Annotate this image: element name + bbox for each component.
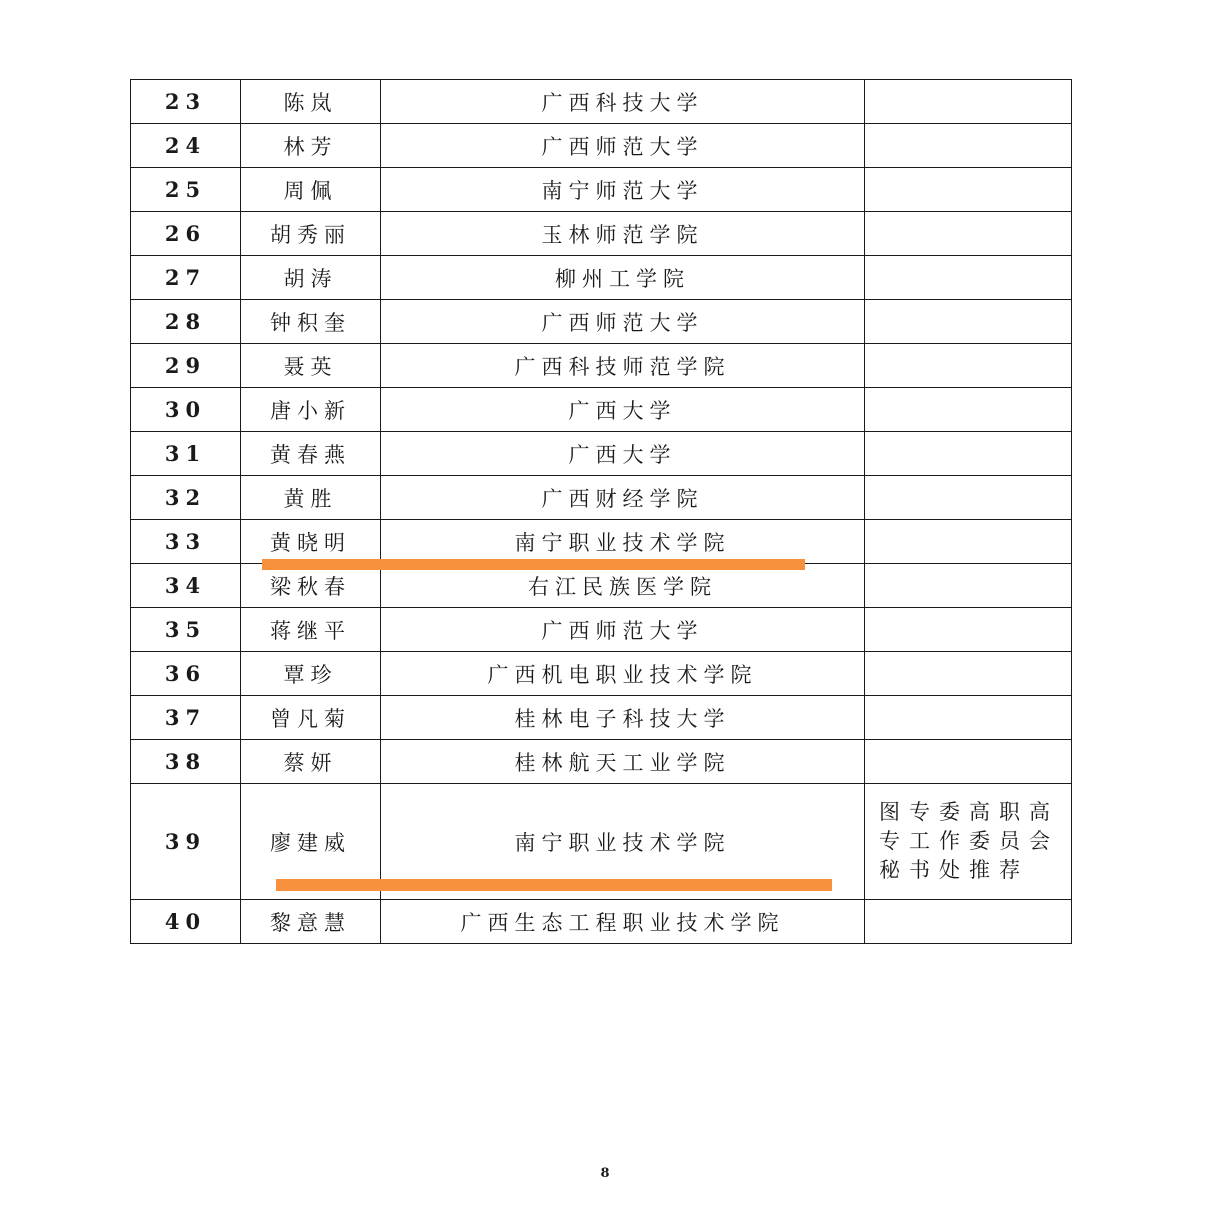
- table-row: [131, 432, 1072, 476]
- row-number: 26: [131, 212, 241, 256]
- table-row: [131, 212, 1072, 256]
- person-name: 唐小新: [241, 388, 381, 432]
- table-row: [131, 900, 1072, 944]
- person-name: 周佩: [241, 168, 381, 212]
- table-row: [131, 520, 1072, 564]
- remark-cell: [865, 168, 1072, 212]
- row-number: 23: [131, 80, 241, 124]
- person-name: 黄春燕: [241, 432, 381, 476]
- remark-cell: [865, 520, 1072, 564]
- remark-cell: [865, 80, 1072, 124]
- remark-cell: [865, 900, 1072, 944]
- table-row: [131, 564, 1072, 608]
- institution-name: 广西大学: [381, 388, 865, 432]
- remark-cell: [865, 564, 1072, 608]
- table-row: [131, 476, 1072, 520]
- table-row: [131, 256, 1072, 300]
- institution-name: 广西师范大学: [381, 608, 865, 652]
- institution-name: 南宁职业技术学院: [381, 784, 865, 900]
- institution-name: 南宁职业技术学院: [381, 520, 865, 564]
- remark-cell: [865, 124, 1072, 168]
- institution-name: 广西大学: [381, 432, 865, 476]
- remark-cell: [865, 432, 1072, 476]
- table-row: [131, 124, 1072, 168]
- row-number: 29: [131, 344, 241, 388]
- institution-name: 广西科技大学: [381, 80, 865, 124]
- remark-cell: [865, 652, 1072, 696]
- person-name: 林芳: [241, 124, 381, 168]
- institution-name: 玉林师范学院: [381, 212, 865, 256]
- remark-cell: [865, 256, 1072, 300]
- table-row: [131, 168, 1072, 212]
- table-row: [131, 740, 1072, 784]
- person-name: 蔡妍: [241, 740, 381, 784]
- row-number: 28: [131, 300, 241, 344]
- remark-cell: [865, 476, 1072, 520]
- institution-name: 桂林航天工业学院: [381, 740, 865, 784]
- person-name: 廖建威: [241, 784, 381, 900]
- remark-cell: [865, 784, 1072, 900]
- person-name: 钟积奎: [241, 300, 381, 344]
- orange-highlight-mark: [276, 879, 832, 891]
- remark-cell: [865, 212, 1072, 256]
- institution-name: 桂林电子科技大学: [381, 696, 865, 740]
- page-number: 8: [600, 1166, 610, 1181]
- recommendation-table: [130, 79, 1072, 944]
- table-row: [131, 608, 1072, 652]
- row-number: 31: [131, 432, 241, 476]
- person-name: 黄晓明: [241, 520, 381, 564]
- institution-name: 广西生态工程职业技术学院: [381, 900, 865, 944]
- table-row: [131, 300, 1072, 344]
- remark-text: 图专委高职高专工作委员会秘书处推荐: [879, 800, 1059, 882]
- remark-cell: [865, 696, 1072, 740]
- row-number: 34: [131, 564, 241, 608]
- table-row: [131, 344, 1072, 388]
- row-number: 32: [131, 476, 241, 520]
- orange-highlight-mark: [262, 559, 805, 570]
- table-row: [131, 696, 1072, 740]
- person-name: 胡秀丽: [241, 212, 381, 256]
- institution-name: 广西机电职业技术学院: [381, 652, 865, 696]
- row-number: 38: [131, 740, 241, 784]
- person-name: 胡涛: [241, 256, 381, 300]
- remark-cell: [865, 344, 1072, 388]
- row-number: 39: [131, 784, 241, 900]
- person-name: 梁秋春: [241, 564, 381, 608]
- row-number: 35: [131, 608, 241, 652]
- institution-name: 广西师范大学: [381, 300, 865, 344]
- remark-cell: [865, 388, 1072, 432]
- institution-name: 广西师范大学: [381, 124, 865, 168]
- row-number: 36: [131, 652, 241, 696]
- row-number: 33: [131, 520, 241, 564]
- person-name: 黄胜: [241, 476, 381, 520]
- institution-name: 右江民族医学院: [381, 564, 865, 608]
- remark-cell: [865, 300, 1072, 344]
- institution-name: 广西财经学院: [381, 476, 865, 520]
- person-name: 黎意慧: [241, 900, 381, 944]
- row-number: 27: [131, 256, 241, 300]
- table-row: [131, 652, 1072, 696]
- row-number: 30: [131, 388, 241, 432]
- person-name: 覃珍: [241, 652, 381, 696]
- table-row: [131, 80, 1072, 124]
- row-number: 40: [131, 900, 241, 944]
- row-number: 37: [131, 696, 241, 740]
- institution-name: 广西科技师范学院: [381, 344, 865, 388]
- remark-cell: [865, 608, 1072, 652]
- table-row: [131, 388, 1072, 432]
- institution-name: 柳州工学院: [381, 256, 865, 300]
- person-name: 蒋继平: [241, 608, 381, 652]
- person-name: 陈岚: [241, 80, 381, 124]
- person-name: 聂英: [241, 344, 381, 388]
- row-number: 24: [131, 124, 241, 168]
- row-number: 25: [131, 168, 241, 212]
- institution-name: 南宁师范大学: [381, 168, 865, 212]
- person-name: 曾凡菊: [241, 696, 381, 740]
- remark-cell: [865, 740, 1072, 784]
